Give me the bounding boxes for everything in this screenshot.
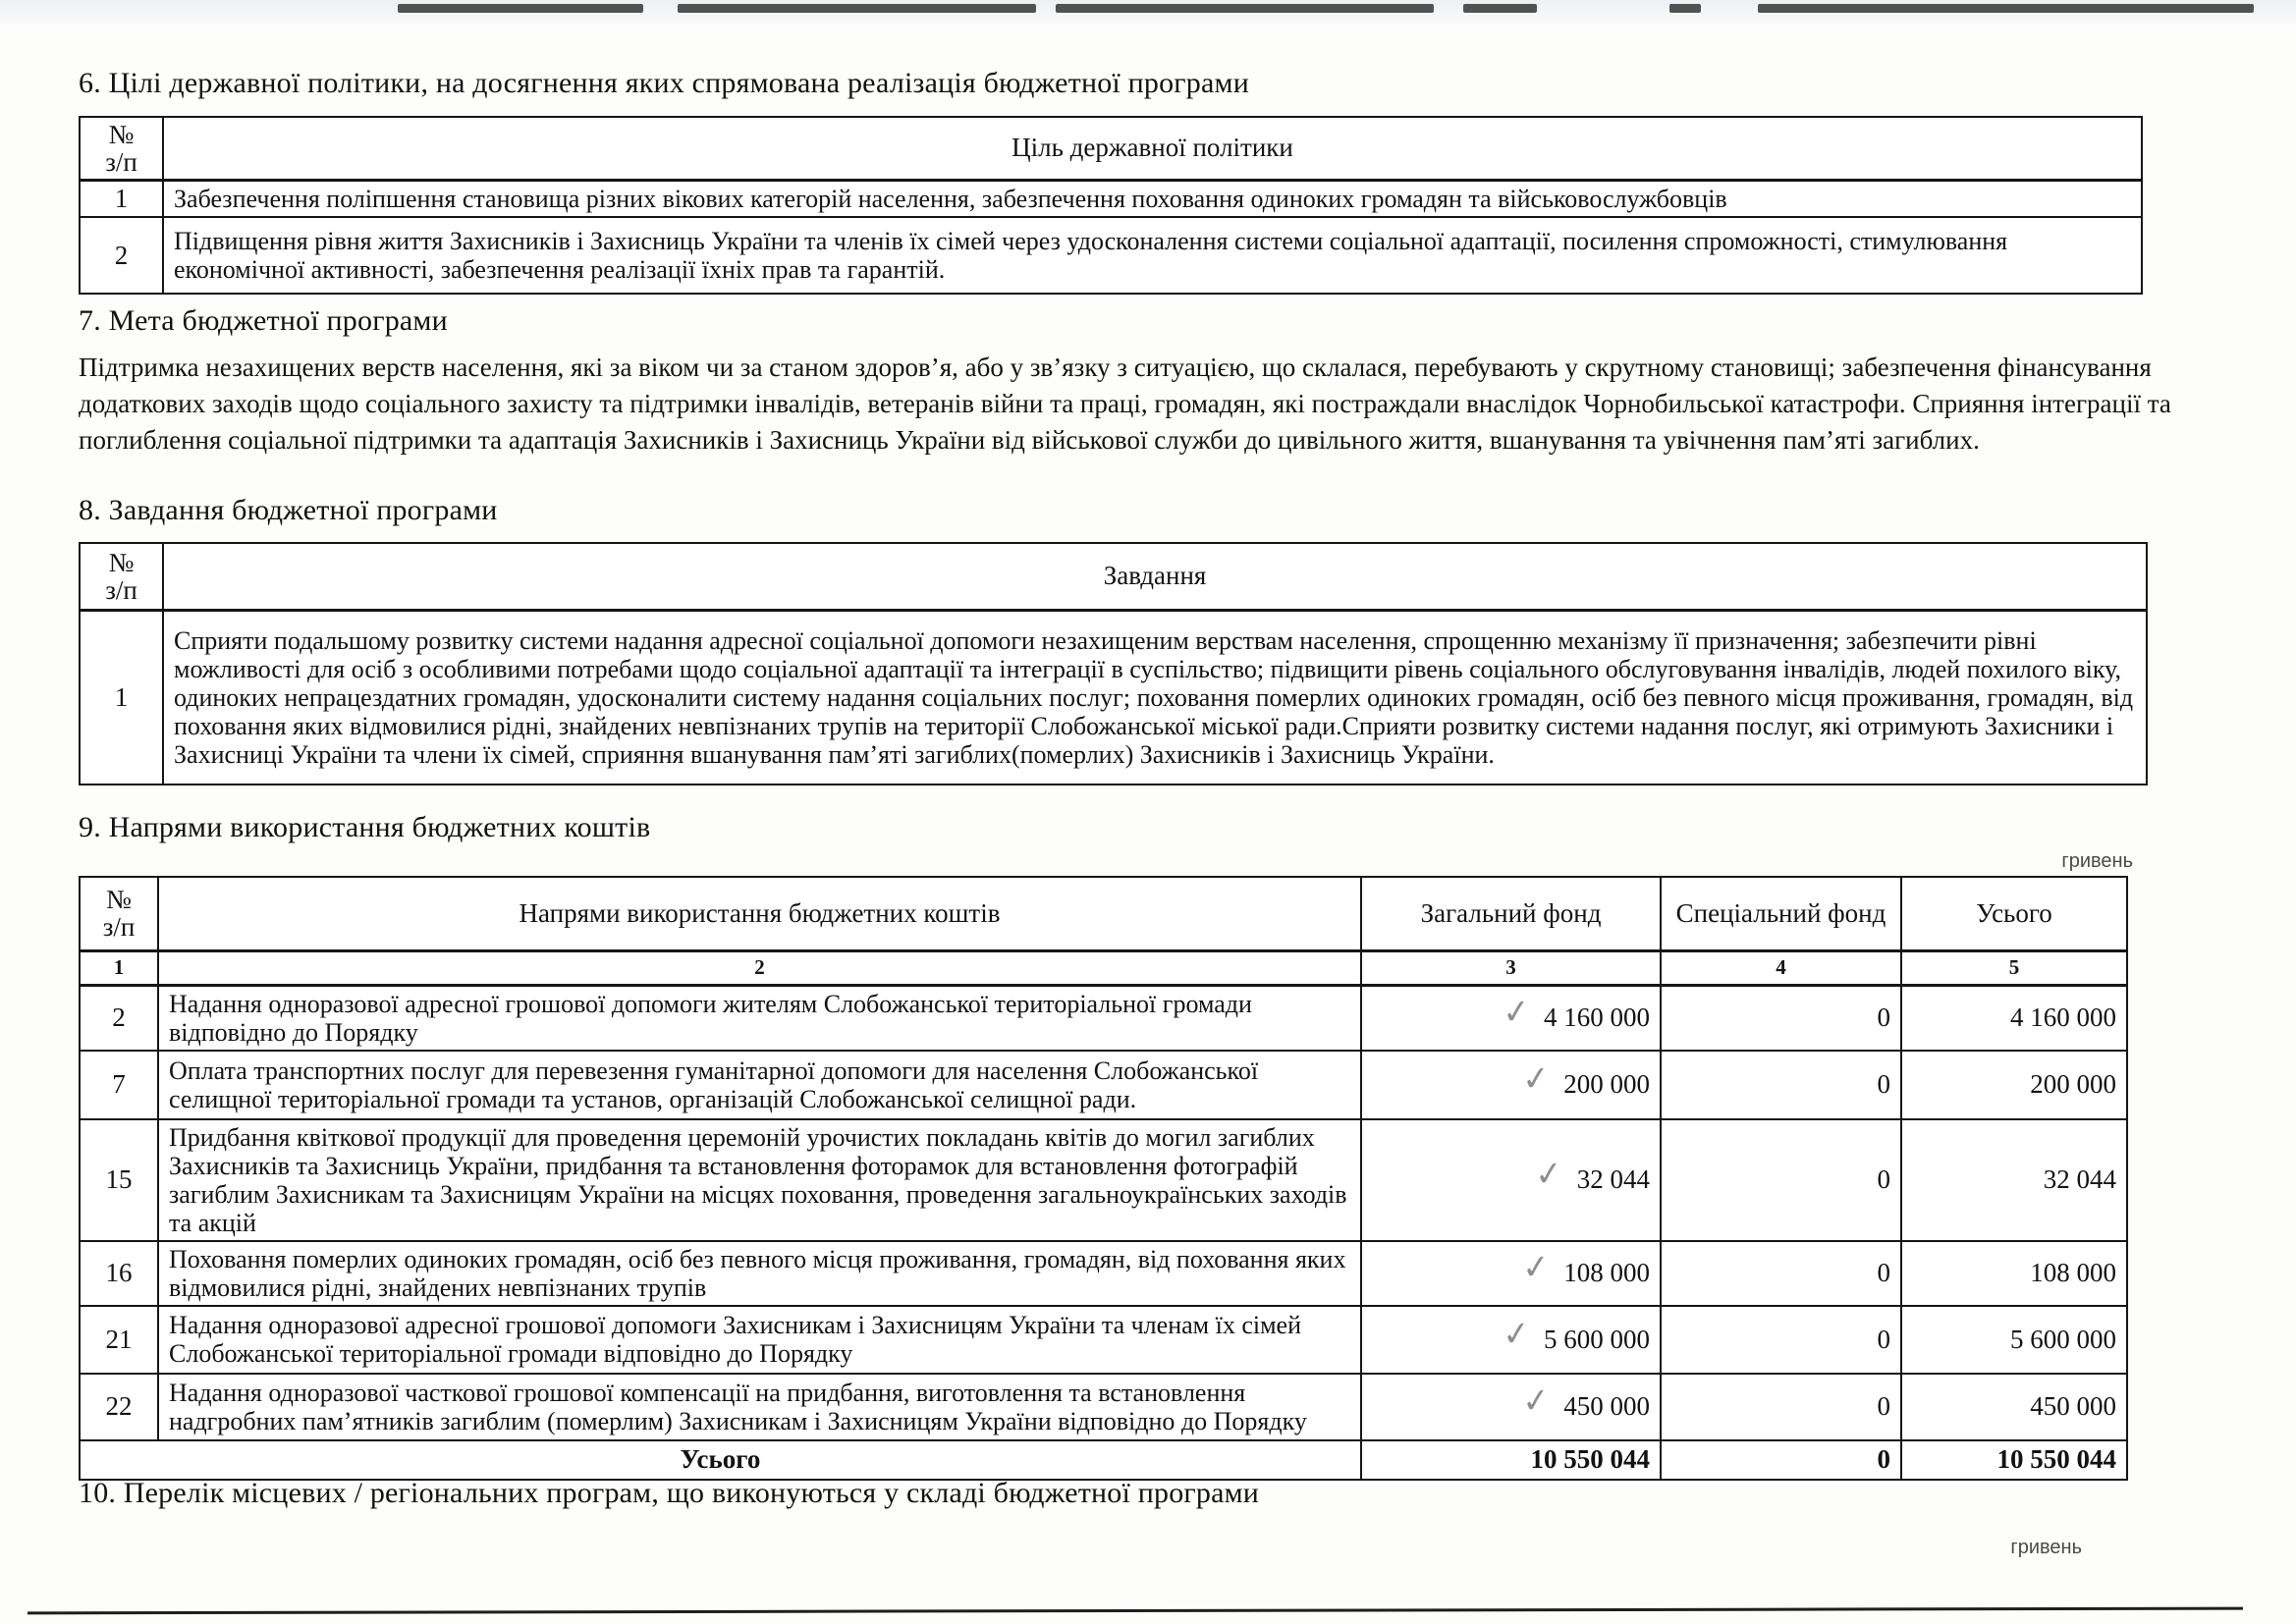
row-number: 21 bbox=[80, 1306, 158, 1374]
column-number: 3 bbox=[1361, 950, 1661, 985]
currency-label: гривень bbox=[2061, 850, 2133, 872]
header-special-fund: Спеціальний фонд bbox=[1661, 877, 1901, 950]
num-header-line2: з/п bbox=[105, 146, 137, 177]
amount-general bbox=[1361, 1241, 1661, 1306]
amount-value: 4 160 000 bbox=[1544, 1002, 1650, 1032]
amount-special: 0 bbox=[1661, 1374, 1901, 1440]
num-header-line2: з/п bbox=[102, 912, 136, 943]
row-text: Оплата транспортних послуг для перевезення гуманітарної допомоги для населення Слобожанської селищної територіальної громади та установ, організацій Слобожанської селищної ради. bbox=[158, 1051, 1361, 1119]
amount-value: 5 600 000 bbox=[1544, 1324, 1650, 1354]
amount-total: 4 160 000 bbox=[1901, 985, 2127, 1051]
row-text: Забезпечення поліпшення становища різних вікових категорій населення, забезпечення поховання одиноких громадян та військовослужбовців bbox=[163, 180, 2142, 217]
num-header-line1: № bbox=[108, 119, 135, 149]
amount-value: 450 000 bbox=[1563, 1391, 1650, 1421]
row-text: Сприяти подальшому розвитку системи надання адресної соціальної допомоги незахищеним верствам населення, спрощенню механізму її призначення; забезпечити рівні можливості для осіб з особливими потребами щодо соціальної адаптації та інтеграції в суспільство; підвищити рівень соціального обслуговування інвалідів, людей похилого віку, одиноких непрацездатних громадян, удосконалити систему надання соціальних послуг; поховання померлих одиноких громадян, осіб без певного місця проживання, громадян, від поховання яких відмовилися рідні, знайдених невпізнаних трупів на території Слобожанської міської ради.Сприяти розвитку системи надання послуг, які отримують Захисники і Захисниці України та члени їх сімей, сприяння вшанування пам’яті загиблих(померлих) Захисників і Захисниць України. bbox=[163, 610, 2147, 785]
scan-dash bbox=[398, 4, 643, 13]
row-number: 15 bbox=[80, 1119, 158, 1241]
tasks-table bbox=[79, 542, 2148, 785]
column-number: 4 bbox=[1661, 950, 1901, 985]
row-number: 1 bbox=[80, 180, 163, 217]
currency-label: гривень bbox=[2010, 1537, 2082, 1558]
amount-general bbox=[1361, 1374, 1661, 1440]
row-text: Надання одноразової адресної грошової допомоги Захисникам і Захисницям України та членам їх сімей Слобожанської територіальної громади відповідно до Порядку bbox=[158, 1306, 1361, 1374]
header-total: Усього bbox=[1901, 877, 2127, 950]
amount-total: 5 600 000 bbox=[1901, 1306, 2127, 1374]
amount-special: 0 bbox=[1661, 985, 1901, 1051]
column-number: 5 bbox=[1901, 950, 2127, 985]
pencil-check-icon: ✓ bbox=[1500, 993, 1532, 1033]
pencil-check-icon: ✓ bbox=[1519, 1059, 1553, 1100]
scan-dash bbox=[1758, 4, 2254, 13]
row-text: Поховання померлих одиноких громадян, осіб без певного місця проживання, громадян, від поховання яких відмовилися рідні, знайдених невпізнаних трупів bbox=[158, 1241, 1361, 1306]
pencil-check-icon: ✓ bbox=[1500, 1315, 1532, 1354]
row-number: 7 bbox=[80, 1051, 158, 1119]
table-row bbox=[80, 610, 2147, 785]
section9-title: 9. Напрями використання бюджетних коштів bbox=[79, 811, 651, 843]
amount-general bbox=[1361, 985, 1661, 1051]
amount-total: 32 044 bbox=[1901, 1119, 2127, 1241]
row-number: 2 bbox=[80, 985, 158, 1051]
row-text: Надання одноразової адресної грошової допомоги жителям Слобожанської територіальної громади відповідно до Порядку bbox=[158, 985, 1361, 1051]
directions-table bbox=[79, 876, 2128, 1481]
row-number: 16 bbox=[80, 1241, 158, 1306]
totals-special: 0 bbox=[1661, 1440, 1901, 1480]
amount-value: 108 000 bbox=[1563, 1258, 1650, 1287]
table-row bbox=[80, 180, 2142, 217]
row-number: 1 bbox=[80, 610, 163, 785]
amount-general bbox=[1361, 1119, 1661, 1241]
goals-header-num bbox=[80, 117, 163, 180]
table-row bbox=[80, 1306, 2127, 1374]
amount-special: 0 bbox=[1661, 1241, 1901, 1306]
num-header-line1: № bbox=[106, 885, 132, 915]
section8-title: 8. Завдання бюджетної програми bbox=[79, 494, 498, 526]
table-row bbox=[80, 1374, 2127, 1440]
table-row bbox=[80, 1051, 2127, 1119]
amount-special: 0 bbox=[1661, 1119, 1901, 1241]
scan-dash bbox=[678, 4, 1036, 13]
goals-header-label: Ціль державної політики bbox=[163, 117, 2142, 180]
row-text: Надання одноразової часткової грошової компенсації на придбання, виготовлення та встановлення надгробних пам’ятників загиблим (померлим) Захисникам і Захисницям України відповідно до Порядку bbox=[158, 1374, 1361, 1440]
section7-title: 7. Мета бюджетної програми bbox=[79, 304, 448, 337]
amount-total: 108 000 bbox=[1901, 1241, 2127, 1306]
header-directions: Напрями використання бюджетних коштів bbox=[158, 877, 1361, 950]
totals-general: 10 550 044 bbox=[1361, 1440, 1661, 1480]
column-number-row bbox=[80, 950, 2127, 985]
bottom-divider bbox=[27, 1607, 2243, 1615]
pencil-check-icon: ✓ bbox=[1533, 1155, 1565, 1195]
row-text: Підвищення рівня життя Захисників і Захисниць України та членів їх сімей через удосконалення системи соціальної адаптації, посилення спроможності, стимулювання економічної активності, забезпечення реалізації їхніх прав та гарантій. bbox=[163, 217, 2142, 294]
row-number: 22 bbox=[80, 1374, 158, 1440]
amount-total: 450 000 bbox=[1901, 1374, 2127, 1440]
num-header-line2: з/п bbox=[105, 574, 137, 605]
tasks-header-label: Завдання bbox=[163, 543, 2147, 610]
num-header-line1: № bbox=[108, 547, 135, 577]
amount-general bbox=[1361, 1051, 1661, 1119]
table-row bbox=[80, 217, 2142, 294]
row-number: 2 bbox=[80, 217, 163, 294]
amount-special: 0 bbox=[1661, 1306, 1901, 1374]
goals-table bbox=[79, 116, 2143, 295]
column-number: 1 bbox=[80, 950, 158, 985]
table-row bbox=[80, 1119, 2127, 1241]
tasks-header-num bbox=[80, 543, 163, 610]
header-general-fund: Загальний фонд bbox=[1361, 877, 1661, 950]
scan-dash bbox=[1669, 4, 1701, 13]
amount-value: 200 000 bbox=[1563, 1069, 1650, 1099]
section6-title: 6. Цілі державної політики, на досягнення яких спрямована реалізація бюджетної програми bbox=[79, 67, 1249, 99]
totals-label: Усього bbox=[80, 1440, 1361, 1480]
pencil-check-icon: ✓ bbox=[1519, 1248, 1553, 1288]
pencil-check-icon: ✓ bbox=[1519, 1381, 1553, 1422]
amount-general bbox=[1361, 1306, 1661, 1374]
table-row bbox=[80, 1241, 2127, 1306]
column-number: 2 bbox=[158, 950, 1361, 985]
table-row bbox=[80, 985, 2127, 1051]
directions-header-num bbox=[80, 877, 158, 950]
amount-special: 0 bbox=[1661, 1051, 1901, 1119]
section10-title: 10. Перелік місцевих / регіональних програм, що виконуються у складі бюджетної програми bbox=[79, 1477, 1260, 1509]
amount-total: 200 000 bbox=[1901, 1051, 2127, 1119]
amount-value: 32 044 bbox=[1576, 1164, 1650, 1194]
row-text: Придбання квіткової продукції для проведення церемоній урочистих покладань квітів до могил загиблих Захисників та Захисниць України, придбання та встановлення фоторамок для встановлення фотографій загиблим Захисникам та Захисницям України на місцях поховання, проведення загальноукраїнських заходів та акцій bbox=[158, 1119, 1361, 1241]
scan-dash bbox=[1056, 4, 1434, 13]
budget-purpose-text: Підтримка незахищених верств населення, які за віком чи за станом здоров’я, або у зв’язку з ситуацією, що склалася, перебувають у скрутному становищі; забезпечення фінансування додаткових заходів щодо соціального захисту та підтримки інвалідів, ветеранів війни та праці, громадян, які постраждали внаслідок Чорнобильської катастрофи. Сприяння інтеграції та поглиблення соціальної підтримки та адаптація Захисників і Захисниць України від військової служби до цивільного життя, вшанування та увічнення пам’яті загиблих. bbox=[79, 352, 2171, 455]
scan-dash bbox=[1463, 4, 1537, 13]
totals-row bbox=[80, 1440, 2127, 1480]
totals-total: 10 550 044 bbox=[1901, 1440, 2127, 1480]
